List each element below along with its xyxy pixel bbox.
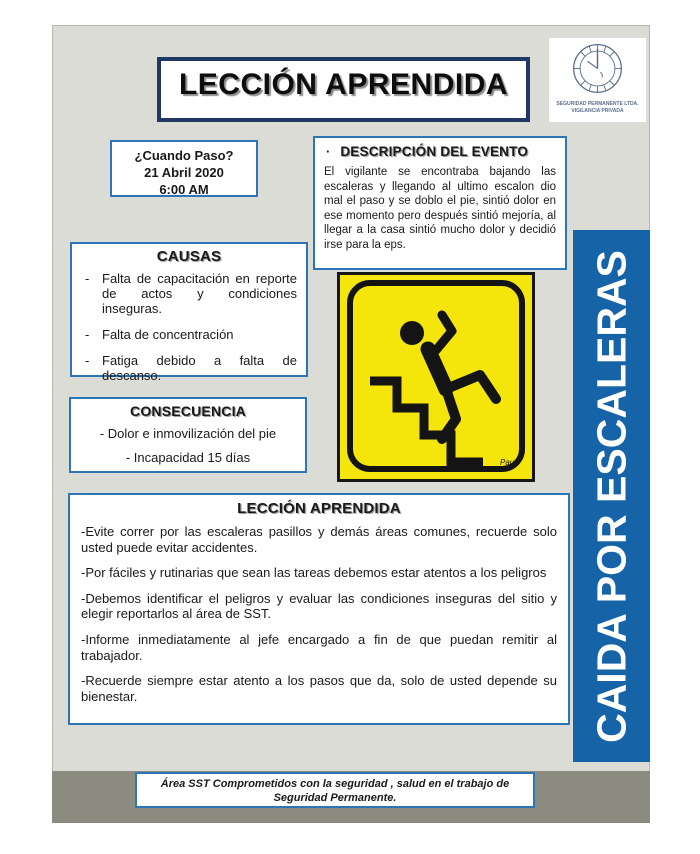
when-date: 21 Abril 2020 <box>144 164 224 180</box>
footer-line1: Área SST Comprometidos con la seguridad , salud en el trabajo de <box>160 778 510 790</box>
footer-box <box>135 772 535 808</box>
dash-bullet-icon: - <box>85 271 90 286</box>
event-description-box <box>313 136 567 270</box>
company-logo <box>549 38 646 122</box>
cause-item <box>81 272 297 317</box>
when-question: ¿Cuando Paso? <box>134 148 234 163</box>
when-happened-box <box>110 140 258 197</box>
cause-item <box>81 328 297 343</box>
dash-bullet-icon: - <box>85 326 90 342</box>
title-box <box>157 57 530 122</box>
page-title: LECCIÓN APRENDIDA <box>178 68 509 101</box>
sign-signature: Paul <box>500 458 517 467</box>
falling-person-icon <box>340 275 532 479</box>
dash-bullet-icon: - <box>85 352 90 368</box>
bullet-icon: · <box>326 144 331 159</box>
consequence-item: - Dolor e inmovilización del pie <box>99 426 277 441</box>
clock-emblem-icon <box>570 41 625 101</box>
causes-box <box>70 242 308 383</box>
event-body-text: El vigilante se encontraba bajando las escaleras y llegando al ultimo escalon dio mal el paso y se doblo el pie, sintió dolor en ese momento pero después sintió mejoría, al llegar a la casa sintió mucho dolor y decidió irse para la eps. <box>324 166 556 251</box>
consequence-heading: CONSECUENCIA <box>130 403 246 419</box>
cause-text: Falta de concentración <box>102 326 234 342</box>
banner-title: CAIDA POR ESCALERAS <box>588 249 634 743</box>
footer-line2: Seguridad Permanente. <box>273 791 397 804</box>
company-subtitle: VIGILANCIA PRIVADA <box>571 107 624 114</box>
company-name: SEGURIDAD PERMANENTE LTDA. <box>556 101 639 107</box>
lesson-paragraph: -Por fáciles y rutinarias que sean las tareas debemos estar atentos a los peligros <box>81 565 547 581</box>
lesson-learned-box <box>68 493 570 725</box>
cause-text: Falta de capacitación en reporte de actos y condiciones inseguras. <box>102 271 297 316</box>
lesson-paragraph: -Debemos identificar el peligros y evaluar las condiciones inseguras del sitio y elegir reportarlos al área de SST. <box>81 590 557 622</box>
falling-stairs-warning-sign <box>337 272 535 482</box>
lesson-paragraph: -Informe inmediatamente al jefe encargado a fin de que puedan remitir al trabajador. <box>81 631 557 663</box>
cause-item <box>81 354 297 384</box>
lesson-paragraph: -Recuerde siempre estar atento a los pasos que da, solo de usted depende su bienestar. <box>81 673 557 704</box>
consequence-box <box>69 397 307 473</box>
event-heading: DESCRIPCIÓN DEL EVENTO <box>340 144 529 159</box>
cause-text: Fatiga debido a falta de descanso. <box>102 352 297 383</box>
causes-heading: CAUSAS <box>156 248 222 265</box>
lesson-heading: LECCIÓN APRENDIDA <box>237 500 401 517</box>
lesson-paragraph: -Evite correr por las escaleras pasillos y demás áreas comunes, recuerde solo usted puede evitar accidentes. <box>81 524 557 555</box>
when-time: 6:00 AM <box>159 181 209 197</box>
side-banner <box>573 230 650 762</box>
consequence-item: - Incapacidad 15 días <box>125 450 251 465</box>
